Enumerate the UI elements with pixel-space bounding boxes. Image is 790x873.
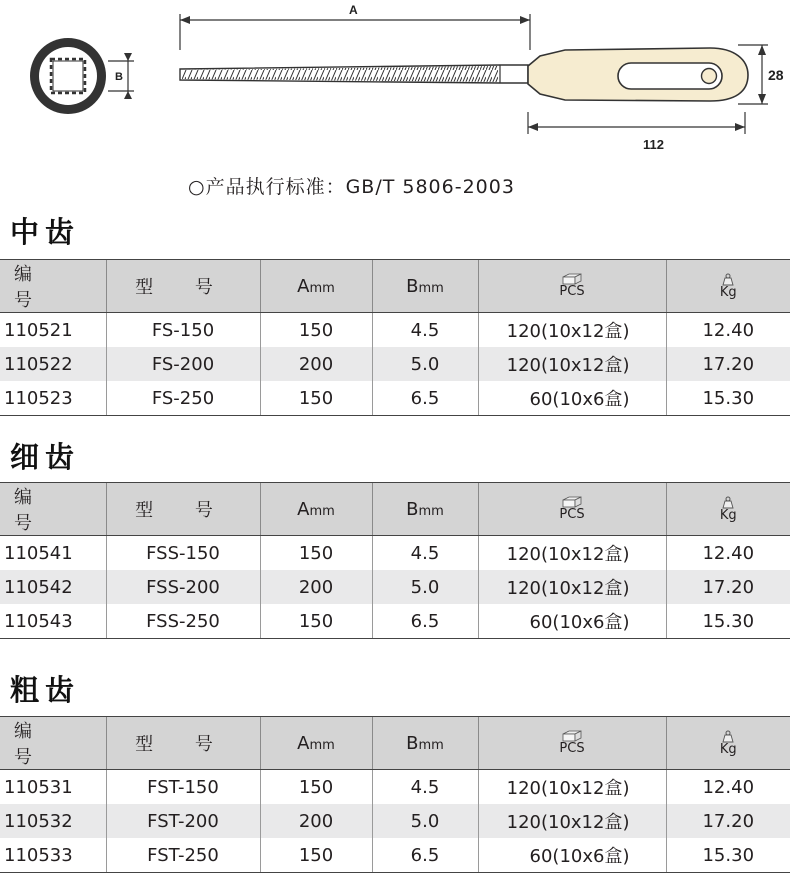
cell-code: 110533 <box>0 838 106 873</box>
cell-pcs: 120(10x12盒) <box>478 770 666 805</box>
cell-pcs: 120(10x12盒) <box>478 570 666 604</box>
table-row <box>0 570 790 604</box>
cell-model: FS-200 <box>106 347 260 381</box>
col-header-kg: Kg <box>666 717 790 770</box>
col-header-kg: Kg <box>666 483 790 536</box>
col-header-code: 编 号 <box>0 483 106 536</box>
cell-kg: 12.40 <box>666 770 790 805</box>
col-header-pcs: PCS <box>478 483 666 536</box>
table-header-row <box>0 483 790 536</box>
cell-pcs: 60(10x6盒) <box>478 381 666 416</box>
table-row <box>0 604 790 639</box>
cell-model: FST-200 <box>106 804 260 838</box>
cell-pcs: 120(10x12盒) <box>478 347 666 381</box>
cell-a: 150 <box>260 838 372 873</box>
cell-kg: 17.20 <box>666 347 790 381</box>
col-header-b: Bmm <box>372 717 478 770</box>
table-row <box>0 770 790 805</box>
file-blade <box>180 65 528 83</box>
weight-icon <box>720 730 736 743</box>
table-row <box>0 804 790 838</box>
cell-code: 110532 <box>0 804 106 838</box>
cell-a: 150 <box>260 604 372 639</box>
cell-a: 200 <box>260 804 372 838</box>
product-diagram <box>0 0 790 200</box>
col-header-code: 编 号 <box>0 717 106 770</box>
cell-a: 150 <box>260 536 372 571</box>
cell-model: FSS-200 <box>106 570 260 604</box>
cell-kg: 17.20 <box>666 570 790 604</box>
col-header-pcs: PCS <box>478 717 666 770</box>
cell-kg: 15.30 <box>666 604 790 639</box>
table-row <box>0 536 790 571</box>
cell-model: FSS-250 <box>106 604 260 639</box>
cell-pcs: 60(10x6盒) <box>478 604 666 639</box>
col-header-pcs: PCS <box>478 260 666 313</box>
cell-b: 5.0 <box>372 804 478 838</box>
cell-b: 6.5 <box>372 838 478 873</box>
cell-b: 5.0 <box>372 570 478 604</box>
cell-b: 4.5 <box>372 536 478 571</box>
cell-b: 4.5 <box>372 313 478 348</box>
cell-a: 200 <box>260 347 372 381</box>
spec-table-coarse <box>0 716 790 873</box>
cell-pcs: 60(10x6盒) <box>478 838 666 873</box>
table-row <box>0 347 790 381</box>
cell-kg: 15.30 <box>666 838 790 873</box>
section-title-coarse: 粗齿 <box>10 673 81 707</box>
cell-kg: 12.40 <box>666 313 790 348</box>
dim-handle-label: 112 <box>643 137 664 152</box>
table-header-row <box>0 717 790 770</box>
cell-code: 110542 <box>0 570 106 604</box>
cell-model: FST-150 <box>106 770 260 805</box>
cell-a: 150 <box>260 381 372 416</box>
cell-b: 5.0 <box>372 347 478 381</box>
cell-pcs: 120(10x12盒) <box>478 536 666 571</box>
cell-code: 110521 <box>4 319 73 341</box>
col-header-model: 型 号 <box>106 717 260 770</box>
col-header-a: Amm <box>260 483 372 536</box>
cell-code: 110541 <box>4 542 73 564</box>
cell-code: 110522 <box>0 347 106 381</box>
col-header-model: 型 号 <box>106 260 260 313</box>
weight-icon <box>720 496 736 509</box>
cell-pcs: 120(10x12盒) <box>478 313 666 348</box>
col-header-model: 型 号 <box>106 483 260 536</box>
table-row <box>0 313 790 348</box>
col-header-kg: Kg <box>666 260 790 313</box>
cell-model: FS-250 <box>106 381 260 416</box>
table-row <box>0 381 790 416</box>
cell-model: FS-150 <box>106 313 260 348</box>
cell-code: 110531 <box>4 776 73 798</box>
col-header-b: Bmm <box>372 483 478 536</box>
cell-a: 150 <box>260 770 372 805</box>
file-handle <box>528 48 748 101</box>
col-header-code: 编 号 <box>0 260 106 313</box>
table-header-row <box>0 260 790 313</box>
dim-b-label: B <box>115 71 123 83</box>
cell-b: 6.5 <box>372 604 478 639</box>
cell-b: 4.5 <box>372 770 478 805</box>
cell-code: 110523 <box>0 381 106 416</box>
spec-table-medium <box>0 259 790 416</box>
spec-table-fine <box>0 482 790 639</box>
col-header-a: Amm <box>260 260 372 313</box>
cell-kg: 17.20 <box>666 804 790 838</box>
col-header-a: Amm <box>260 717 372 770</box>
col-header-b: Bmm <box>372 260 478 313</box>
cell-kg: 15.30 <box>666 381 790 416</box>
cell-pcs: 120(10x12盒) <box>478 804 666 838</box>
weight-icon <box>720 273 736 286</box>
dim-height-label: 28 <box>768 67 784 83</box>
section-title-fine: 细齿 <box>10 440 81 474</box>
cell-a: 200 <box>260 570 372 604</box>
cell-a: 150 <box>260 313 372 348</box>
cell-code: 110543 <box>0 604 106 639</box>
dim-a-label: A <box>349 3 358 17</box>
section-title-medium: 中齿 <box>10 215 81 249</box>
cell-b: 6.5 <box>372 381 478 416</box>
standard-text: ○产品执行标准：GB/T 5806-2003 <box>188 176 515 198</box>
cell-model: FSS-150 <box>106 536 260 571</box>
cell-model: FST-250 <box>106 838 260 873</box>
table-row <box>0 838 790 873</box>
cell-kg: 12.40 <box>666 536 790 571</box>
